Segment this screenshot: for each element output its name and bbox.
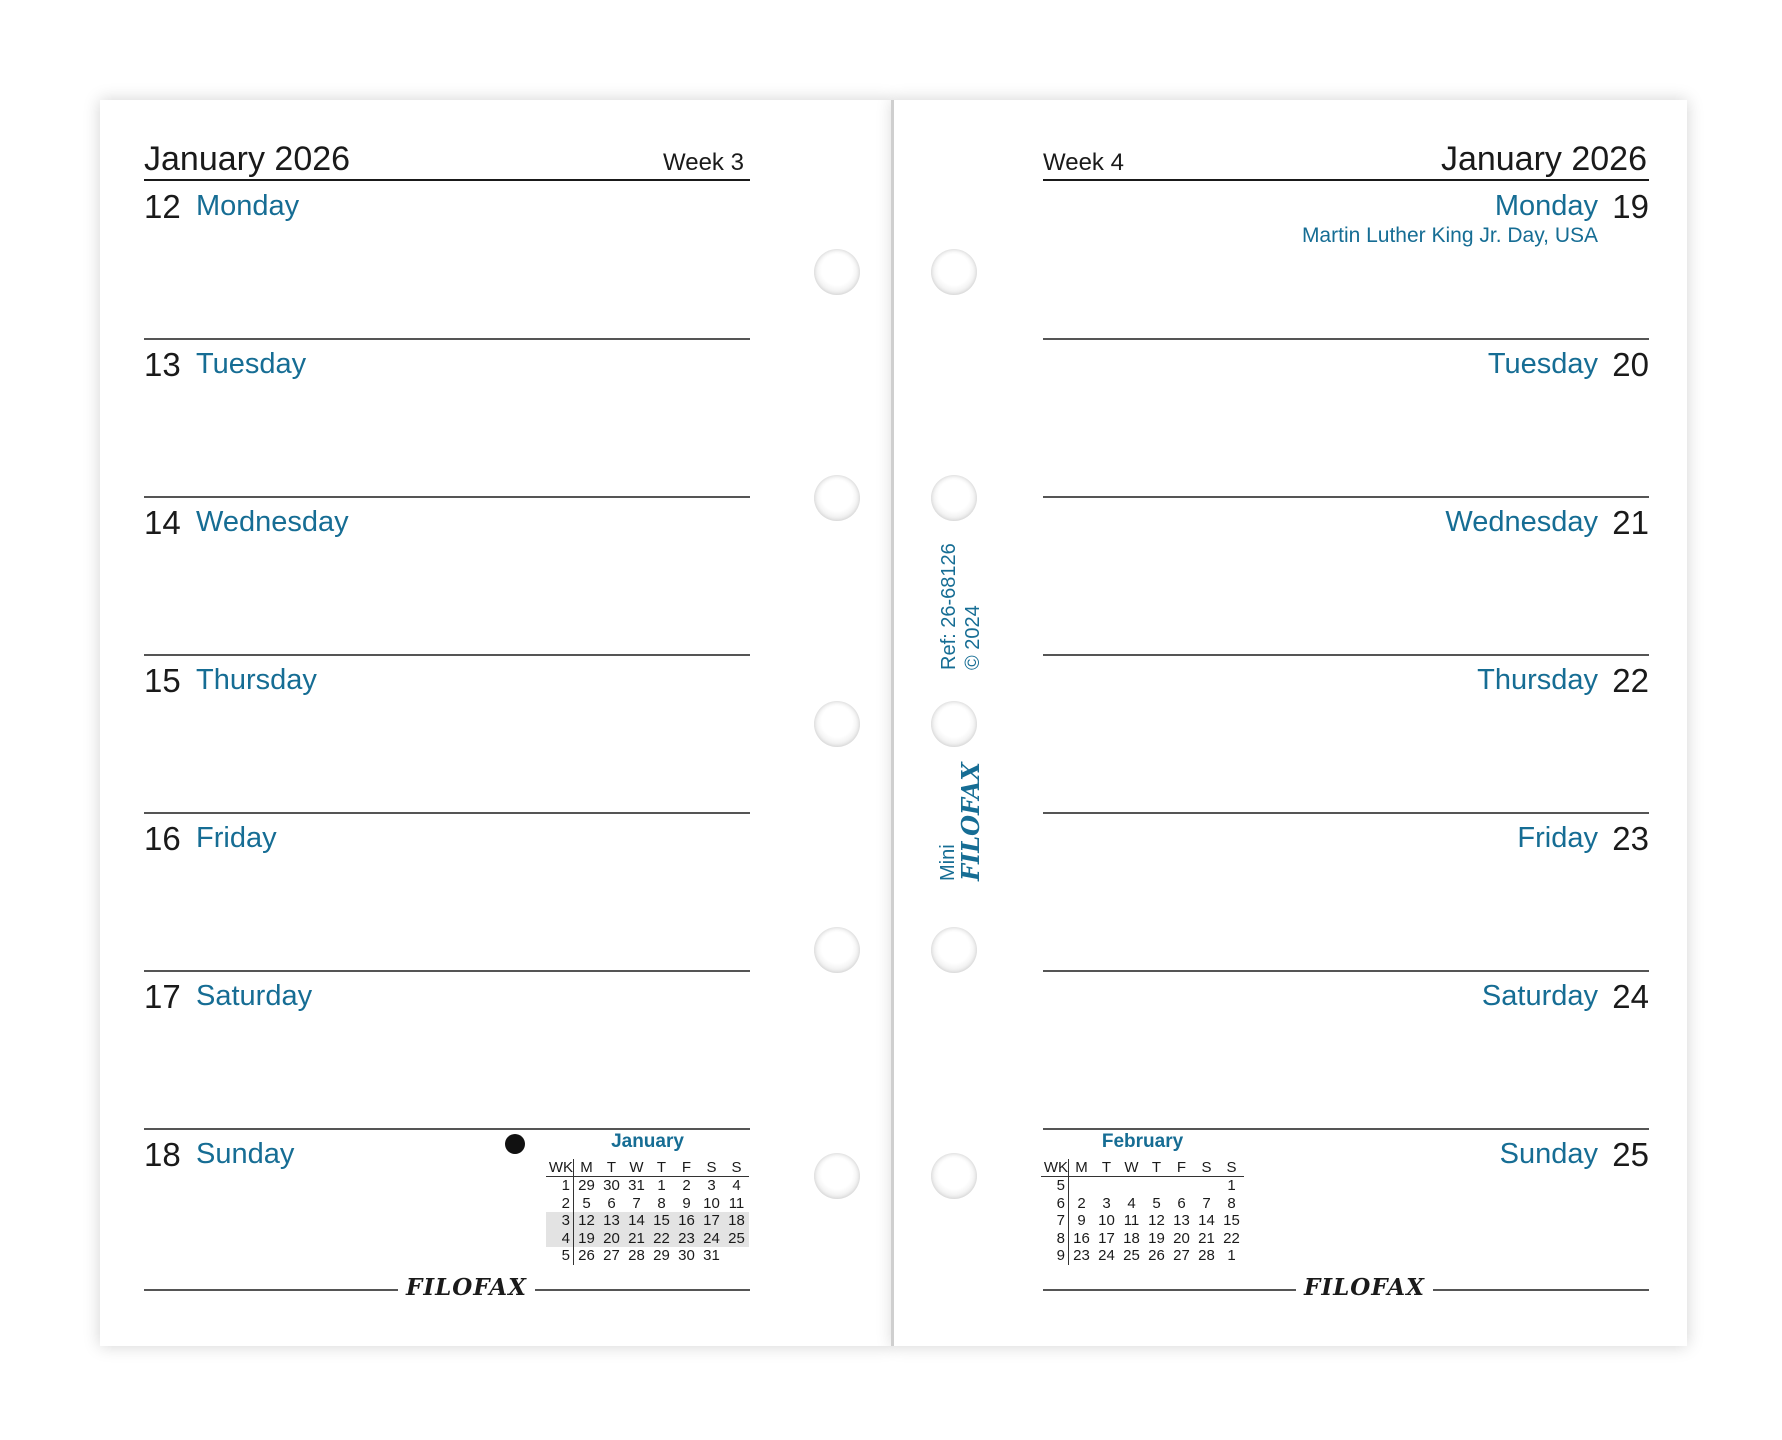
date-cell[interactable]: 10 bbox=[703, 1194, 720, 1212]
binder-hole-icon bbox=[814, 475, 860, 521]
date-cell[interactable]: 25 bbox=[724, 1230, 749, 1248]
left-footer-logo: FILOFAX bbox=[398, 1274, 535, 1301]
day-name: Tuesday bbox=[1487, 348, 1598, 380]
date-cell[interactable]: 17 bbox=[1098, 1229, 1115, 1247]
mini-calendar-week-row bbox=[546, 1247, 749, 1265]
date-cell[interactable]: 28 bbox=[1198, 1247, 1215, 1265]
mini-calendar-title: February bbox=[1101, 1131, 1184, 1152]
date-cell[interactable]: 5 bbox=[1152, 1194, 1161, 1212]
date-cell[interactable]: 28 bbox=[628, 1247, 645, 1265]
brand-logo: FILOFAX bbox=[956, 762, 985, 881]
day-entry[interactable] bbox=[144, 662, 750, 820]
spine-brand bbox=[937, 762, 983, 881]
date-cell[interactable]: 26 bbox=[1148, 1247, 1165, 1265]
day-number: 17 bbox=[144, 978, 181, 1015]
binder-hole-icon bbox=[814, 701, 860, 747]
weekday-header: W bbox=[1119, 1159, 1144, 1177]
day-number: 18 bbox=[144, 1136, 181, 1173]
right-month-title: January 2026 bbox=[1440, 140, 1647, 178]
date-cell[interactable] bbox=[1119, 1177, 1144, 1195]
day-name: Sunday bbox=[196, 1138, 295, 1170]
date-cell[interactable]: 20 bbox=[599, 1230, 624, 1248]
day-name: Monday bbox=[1494, 190, 1598, 222]
date-cell[interactable] bbox=[1069, 1177, 1095, 1195]
date-cell[interactable]: 1 bbox=[1227, 1177, 1236, 1195]
date-cell[interactable]: 6 bbox=[607, 1194, 616, 1212]
week-number: 5 bbox=[1041, 1177, 1069, 1195]
date-cell[interactable]: 8 bbox=[657, 1194, 666, 1212]
mini-calendar-february bbox=[1041, 1131, 1244, 1265]
weekday-header: F bbox=[674, 1159, 699, 1177]
date-cell[interactable]: 8 bbox=[1227, 1194, 1236, 1212]
date-cell[interactable] bbox=[724, 1247, 749, 1265]
page-divider bbox=[891, 100, 894, 1346]
weekday-header: S bbox=[699, 1159, 724, 1177]
mini-calendar-grid bbox=[1041, 1159, 1244, 1265]
day-number: 13 bbox=[144, 346, 181, 383]
day-entry[interactable] bbox=[1043, 662, 1649, 820]
date-cell[interactable]: 1 bbox=[1227, 1247, 1236, 1265]
day-name: Friday bbox=[1517, 822, 1598, 854]
weekday-header: T bbox=[1144, 1159, 1169, 1177]
day-number: 24 bbox=[1612, 978, 1649, 1015]
right-footer-logo: FILOFAX bbox=[1296, 1274, 1433, 1301]
left-month-title: January 2026 bbox=[144, 140, 351, 178]
mini-calendar-week-row bbox=[1041, 1247, 1244, 1265]
binder-hole-icon bbox=[931, 475, 977, 521]
date-cell[interactable]: 30 bbox=[678, 1247, 695, 1265]
date-cell[interactable]: 15 bbox=[1223, 1212, 1240, 1230]
date-cell[interactable]: 27 bbox=[603, 1247, 620, 1265]
weekday-header: M bbox=[1069, 1159, 1095, 1177]
day-number: 22 bbox=[1612, 662, 1649, 699]
date-cell[interactable]: 23 bbox=[1073, 1247, 1090, 1265]
mini-calendar-week-row bbox=[546, 1212, 749, 1230]
day-separator bbox=[144, 496, 750, 498]
date-cell[interactable]: 14 bbox=[624, 1212, 649, 1230]
binder-hole-icon bbox=[814, 927, 860, 973]
mini-calendar-week-row bbox=[1041, 1212, 1244, 1230]
date-cell[interactable]: 24 bbox=[699, 1230, 724, 1248]
left-week-label: Week 3 bbox=[663, 149, 744, 176]
date-cell[interactable]: 12 bbox=[1148, 1212, 1165, 1230]
date-cell[interactable]: 3 bbox=[707, 1177, 716, 1195]
date-cell[interactable]: 31 bbox=[628, 1177, 645, 1195]
binder-hole-icon bbox=[814, 1153, 860, 1199]
mini-calendar-week-row bbox=[1041, 1230, 1244, 1248]
day-number: 12 bbox=[144, 188, 181, 225]
day-separator bbox=[144, 1128, 750, 1130]
weekday-header: S bbox=[1219, 1159, 1244, 1177]
date-cell[interactable]: 14 bbox=[1198, 1212, 1215, 1230]
right-week-label: Week 4 bbox=[1043, 149, 1124, 176]
weekday-header: S bbox=[724, 1159, 749, 1177]
date-cell[interactable]: 3 bbox=[1102, 1194, 1111, 1212]
day-separator bbox=[1043, 1128, 1649, 1130]
day-entry[interactable] bbox=[1043, 978, 1649, 1136]
date-cell[interactable]: 23 bbox=[674, 1230, 699, 1248]
day-entry[interactable] bbox=[1043, 346, 1649, 504]
day-number: 16 bbox=[144, 820, 181, 857]
day-name: Saturday bbox=[196, 980, 313, 1012]
week-number: 9 bbox=[1041, 1247, 1069, 1265]
date-cell[interactable]: 21 bbox=[624, 1230, 649, 1248]
week-header: WK bbox=[1041, 1159, 1069, 1177]
mini-calendar-week-row bbox=[1041, 1177, 1244, 1195]
day-name: Thursday bbox=[1477, 664, 1598, 696]
reference-code bbox=[937, 543, 985, 670]
weekday-header: M bbox=[574, 1159, 600, 1177]
weekday-header: S bbox=[1194, 1159, 1219, 1177]
date-cell[interactable]: 11 bbox=[728, 1194, 745, 1212]
day-number: 15 bbox=[144, 662, 181, 699]
day-number: 21 bbox=[1612, 504, 1649, 541]
day-number: 25 bbox=[1612, 1136, 1649, 1173]
date-cell[interactable]: 26 bbox=[578, 1247, 595, 1265]
week-number: 7 bbox=[1041, 1212, 1069, 1230]
date-cell[interactable]: 27 bbox=[1173, 1247, 1190, 1265]
date-cell[interactable]: 2 bbox=[682, 1177, 691, 1195]
day-name: Friday bbox=[196, 822, 277, 854]
weekday-header: F bbox=[1169, 1159, 1194, 1177]
date-cell[interactable]: 1 bbox=[657, 1177, 666, 1195]
mini-calendar-week-row bbox=[546, 1195, 749, 1213]
week-number: 3 bbox=[546, 1212, 574, 1230]
day-entry[interactable] bbox=[1043, 188, 1649, 346]
weekday-header: T bbox=[649, 1159, 674, 1177]
mini-calendar-week-row bbox=[546, 1230, 749, 1248]
week-number: 5 bbox=[546, 1247, 574, 1265]
date-cell[interactable]: 25 bbox=[1123, 1247, 1140, 1265]
ref-number: Ref: 26-68126 bbox=[938, 543, 960, 670]
mini-calendar-january bbox=[546, 1131, 749, 1265]
day-entry[interactable] bbox=[144, 978, 750, 1136]
day-separator bbox=[1043, 496, 1649, 498]
weekday-header: W bbox=[624, 1159, 649, 1177]
day-entry[interactable] bbox=[144, 188, 750, 346]
date-cell[interactable]: 11 bbox=[1123, 1212, 1140, 1230]
date-cell[interactable]: 13 bbox=[599, 1212, 624, 1230]
size-label: Mini bbox=[937, 844, 959, 881]
date-cell[interactable]: 18 bbox=[724, 1212, 749, 1230]
day-name: Thursday bbox=[196, 664, 317, 696]
holiday-label: Martin Luther King Jr. Day, USA bbox=[1301, 224, 1598, 247]
day-entry[interactable] bbox=[144, 504, 750, 662]
date-cell[interactable]: 17 bbox=[699, 1212, 724, 1230]
date-cell[interactable]: 22 bbox=[649, 1230, 674, 1248]
date-cell[interactable]: 29 bbox=[653, 1247, 670, 1265]
date-cell[interactable]: 7 bbox=[632, 1194, 641, 1212]
week-number: 4 bbox=[546, 1230, 574, 1248]
day-separator bbox=[144, 970, 750, 972]
day-separator bbox=[144, 812, 750, 814]
weekday-header: T bbox=[1094, 1159, 1119, 1177]
date-cell[interactable]: 20 bbox=[1173, 1229, 1190, 1247]
day-number: 14 bbox=[144, 504, 181, 541]
week-number: 2 bbox=[546, 1195, 574, 1213]
date-cell[interactable]: 16 bbox=[1073, 1229, 1090, 1247]
date-cell[interactable]: 19 bbox=[1148, 1229, 1165, 1247]
day-name: Tuesday bbox=[196, 348, 307, 380]
day-name: Wednesday bbox=[1445, 506, 1598, 538]
week-number: 8 bbox=[1041, 1230, 1069, 1248]
date-cell[interactable]: 22 bbox=[1223, 1229, 1240, 1247]
week-number: 6 bbox=[1041, 1195, 1069, 1213]
date-cell[interactable]: 10 bbox=[1098, 1212, 1115, 1230]
day-number: 23 bbox=[1612, 820, 1649, 857]
date-cell[interactable]: 24 bbox=[1098, 1247, 1115, 1265]
day-name: Wednesday bbox=[196, 506, 349, 538]
date-cell[interactable]: 19 bbox=[574, 1230, 600, 1248]
full-moon-icon bbox=[505, 1134, 525, 1154]
copyright-year: © 2024 bbox=[962, 605, 984, 670]
date-cell[interactable] bbox=[1094, 1177, 1119, 1195]
date-cell[interactable]: 7 bbox=[1202, 1194, 1211, 1212]
mini-calendar-week-row bbox=[546, 1177, 749, 1195]
date-cell[interactable]: 18 bbox=[1123, 1229, 1140, 1247]
binder-hole-icon bbox=[814, 249, 860, 295]
date-cell[interactable]: 30 bbox=[603, 1177, 620, 1195]
date-cell[interactable]: 13 bbox=[1173, 1212, 1190, 1230]
date-cell[interactable]: 12 bbox=[574, 1212, 600, 1230]
day-number: 20 bbox=[1612, 346, 1649, 383]
date-cell[interactable]: 9 bbox=[682, 1194, 691, 1212]
day-entry[interactable] bbox=[1043, 820, 1649, 978]
mini-calendar-week-row bbox=[1041, 1195, 1244, 1213]
mini-calendar-grid bbox=[546, 1159, 749, 1265]
day-name: Monday bbox=[196, 190, 300, 222]
date-cell[interactable]: 21 bbox=[1198, 1229, 1215, 1247]
day-separator bbox=[1043, 654, 1649, 656]
day-separator bbox=[1043, 970, 1649, 972]
day-name: Saturday bbox=[1481, 980, 1598, 1012]
right-header-rule bbox=[1043, 179, 1649, 181]
date-cell[interactable]: 15 bbox=[649, 1212, 674, 1230]
week-number: 1 bbox=[546, 1177, 574, 1195]
date-cell[interactable]: 9 bbox=[1077, 1212, 1086, 1230]
binder-hole-icon bbox=[931, 1153, 977, 1199]
day-entry[interactable] bbox=[144, 820, 750, 978]
day-separator bbox=[1043, 812, 1649, 814]
date-cell[interactable]: 6 bbox=[1177, 1194, 1186, 1212]
day-entry[interactable] bbox=[144, 346, 750, 504]
binder-hole-icon bbox=[931, 927, 977, 973]
date-cell[interactable] bbox=[1169, 1177, 1194, 1195]
date-cell[interactable] bbox=[1144, 1177, 1169, 1195]
date-cell[interactable]: 4 bbox=[732, 1177, 741, 1195]
day-name: Sunday bbox=[1499, 1138, 1598, 1170]
day-separator bbox=[1043, 338, 1649, 340]
day-entry[interactable] bbox=[1043, 504, 1649, 662]
weekday-header: T bbox=[599, 1159, 624, 1177]
day-separator bbox=[144, 338, 750, 340]
day-number: 19 bbox=[1612, 188, 1649, 225]
date-cell[interactable]: 2 bbox=[1077, 1194, 1086, 1212]
date-cell[interactable]: 16 bbox=[674, 1212, 699, 1230]
date-cell[interactable]: 4 bbox=[1127, 1194, 1136, 1212]
day-separator bbox=[144, 654, 750, 656]
left-header-rule bbox=[144, 179, 750, 181]
mini-calendar-title: January bbox=[611, 1131, 684, 1152]
date-cell[interactable]: 5 bbox=[582, 1194, 591, 1212]
date-cell[interactable]: 31 bbox=[703, 1247, 720, 1265]
binder-hole-icon bbox=[931, 701, 977, 747]
week-header: WK bbox=[546, 1159, 574, 1177]
date-cell[interactable] bbox=[1194, 1177, 1219, 1195]
binder-hole-icon bbox=[931, 249, 977, 295]
date-cell[interactable]: 29 bbox=[578, 1177, 595, 1195]
